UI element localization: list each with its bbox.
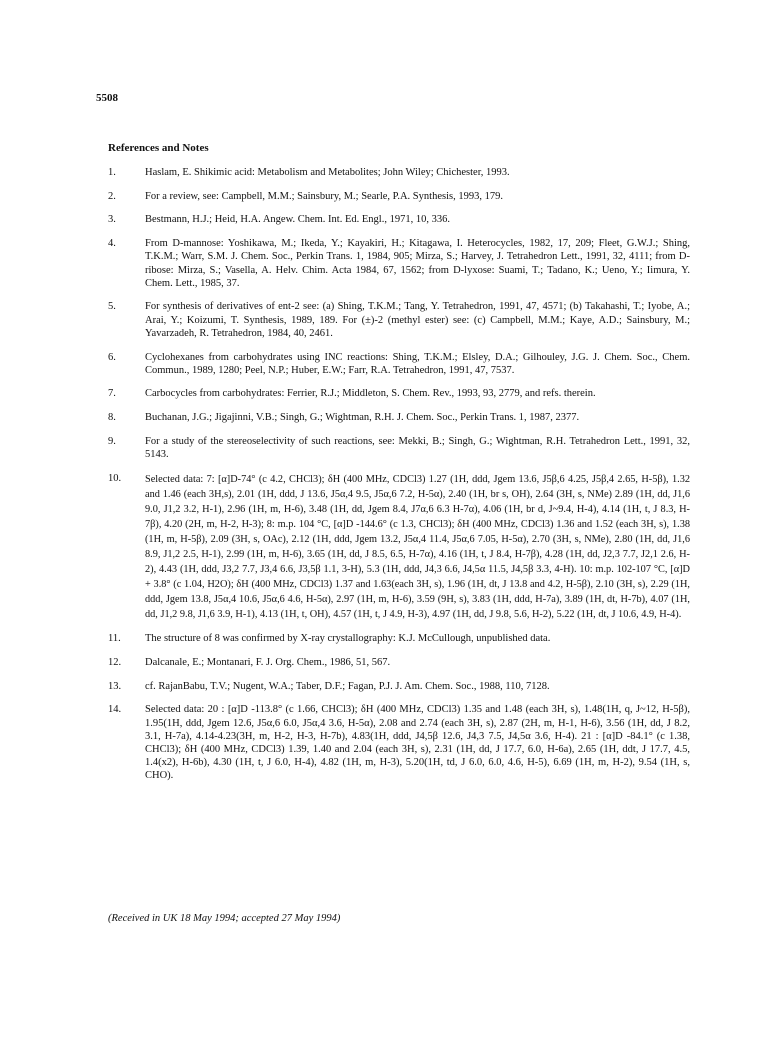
reference-item	[108, 237, 690, 290]
reference-item	[108, 632, 690, 645]
reference-text: From D-mannose: Yoshikawa, M.; Ikeda, Y.; Kayakiri, H.; Kitagawa, I. Heterocycles, 1982, 17, 209; Fleet, G.W.J.; Shing, T.K.M.; Warr, S.M. J. Chem. Soc., Perkin Trans. 1, 1984, 905; Mirza, S.; Harvey, J. Tetrahedron Lett., 1991, 32, 4111; from D-ribose: Mirza, S.; Vasella, A. Helv. Chim. Acta 1984, 67, 1562; from D-lyxose: Suami, T.; Tadano, K.; Ueno, Y.; Iimura, Y. Chem. Lett., 1985, 37.	[145, 238, 690, 289]
reference-number: 6.	[108, 351, 116, 363]
received-date-note: (Received in UK 18 May 1994; accepted 27 May 1994)	[108, 913, 341, 924]
reference-item	[108, 213, 690, 226]
reference-number: 14.	[108, 704, 122, 716]
reference-number: 2.	[108, 190, 116, 202]
reference-number: 10.	[108, 472, 122, 484]
reference-number: 11.	[108, 633, 121, 645]
reference-text: Haslam, E. Shikimic acid: Metabolism and Metabolites; John Wiley; Chichester, 1993.	[145, 167, 510, 178]
reference-item	[108, 300, 690, 340]
reference-number: 12.	[108, 656, 122, 668]
reference-item	[108, 703, 690, 782]
reference-number: 7.	[108, 388, 116, 400]
reference-number: 3.	[108, 214, 116, 226]
reference-list	[108, 166, 690, 793]
reference-item	[108, 387, 690, 400]
reference-number: 8.	[108, 412, 116, 424]
reference-item	[108, 411, 690, 424]
reference-text: Buchanan, J.G.; Jigajinni, V.B.; Singh, G.; Wightman, R.H. J. Chem. Soc., Perkin Trans. 1, 1987, 2377.	[145, 412, 580, 424]
reference-text: Selected data: 20 : [α]D -113.8° (c 1.66, CHCl3); δH (400 MHz, CDCl3) 1.35 and 1.48 (each 3H, s), 1.48(1H, q, J~12, H-5β), 1.95(1H, ddd, Jgem 12.6, J5α,6 6.0, J5α,4 3.6, H-5α), 2.08 and 2.74 (each 3H, s), 2.87 (2H, m, H-1, H-6), 3.56 (1H, dd, J 8.2, 3.1, H-7a), 4.14-4.23(3H, m, H-2, H-3, H-7b), 4.83(1H, ddd, J4,5β 12.6, J4,3 7.5, J4,5α 3.6, H-4). 21 : [α]D -84.1° (c 1.38, CHCl3); δH (400 MHz, CDCl3) 1.39, 1.40 and 2.04 (each 3H, s), 2.31 (1H, dd, J 17.7, 6.0, H-6a), 2.65 (1H, ddt, J 17.7, 4.5, 1.4(x2), H-6b), 4.30 (1H, t, J 6.0, H-4), 4.82 (1H, m, H-3), 5.20(1H, td, J 6.0, 6.0, 4.6, H-5), 6.69 (1H, m, H-2), 9.54 (1H, s, CHO).	[145, 704, 690, 782]
reference-number: 1.	[108, 167, 116, 178]
reference-text: Cyclohexanes from carbohydrates using INC reactions: Shing, T.K.M.; Elsley, D.A.; Gilhouley, J.G. J. Chem. Soc., Chem. Commun., 1989, 1280; Peel, N.P.; Huber, E.W.; Farr, R.A. Tetrahedron, 1991, 47, 7537.	[145, 351, 690, 376]
reference-item	[108, 472, 690, 622]
reference-item	[108, 656, 690, 669]
reference-text: Dalcanale, E.; Montanari, F. J. Org. Chem., 1986, 51, 567.	[145, 656, 391, 668]
reference-number: 9.	[108, 435, 116, 447]
reference-text: The structure of 8 was confirmed by X-ray crystallography: K.J. McCullough, unpublished data.	[145, 633, 551, 645]
reference-number: 4.	[108, 238, 116, 250]
reference-text: Bestmann, H.J.; Heid, H.A. Angew. Chem. Int. Ed. Engl., 1971, 10, 336.	[145, 214, 450, 226]
reference-item	[108, 190, 690, 203]
reference-text: For a study of the stereoselectivity of such reactions, see: Mekki, B.; Singh, G.; Wightman, R.H. Tetrahedron Lett., 1991, 32, 5143.	[145, 435, 690, 461]
reference-number: 5.	[108, 301, 116, 313]
reference-text: For synthesis of derivatives of ent-2 see: (a) Shing, T.K.M.; Tang, Y. Tetrahedron, 1991, 47, 4571; (b) Takahashi, T.; Iyobe, A.; Arai, Y.; Koizumi, T. Synthesis, 1989, 189. For (±)-2 (methyl ester) see: (c) Campbell, M.M.; Kaye, A.D.; Sainsbury, M.; Yavarzadeh, R. Tetrahedron, 1984, 40, 2461.	[145, 301, 690, 339]
page-number: 5508	[96, 92, 118, 104]
reference-text: Carbocycles from carbohydrates: Ferrier, R.J.; Middleton, S. Chem. Rev., 1993, 93, 2779, and refs. therein.	[145, 388, 596, 400]
reference-text: Selected data: 7: [α]D-74° (c 4.2, CHCl3); δH (400 MHz, CDCl3) 1.27 (1H, ddd, Jgem 13.6, J5β,6 4.25, J5β,4 2.65, H-5β), 1.32 and 1.46 (each 3H,s), 2.01 (1H, ddd, J 13.6, J5α,4 9.5, J5α,6 7.2, H-5α), 2.40 (1H, br s, OH), 2.64 (3H, s, NMe) 2.89 (1H, dd, J1,6 9.0, J1,2 3.2, H-1), 2.96 (1H, m, H-6), 3.48 (1H, dd, Jgem 8.4, J7α,6 6.3 H-7α), 4.06 (1H, br d, J~9.4, H-4), 4.14 (1H, t, J 8.3, H-7β), 4.20 (2H, m, H-2, H-3); 8: m.p. 104 °C, [α]D -144.6° (c 1.3, CHCl3); δH (400 MHz, CDCl3) 1.36 and 1.52 (each 3H, s), 1.38 (1H, m, H-5β), 2.09 (3H, s, OAc), 2.12 (1H, ddd, Jgem 13.2, J5α,4 11.4, J5α,6 7.05, H-5α), 2.70 (3H, s, NMe), 2.80 (1H, dd, J1,6 8.9, J1,2 2.5, H-1), 2.99 (1H, m, H-6), 3.65 (1H, dd, J 8.5, 6.5, H-7α), 4.16 (1H, t, J 8.4, H-7β), 4.28 (1H, dd, J2,3 7.7, J2,1 2.6, H-2), 4.43 (1H, ddd, J3,2 7.7, J3,4 6.6, J3,5β 1.1, 3-H), 5.3 (1H, ddd, J4,3 6.6, J4,5α 11.5, J4,5β 3.3, 4-H). 10: m.p. 102-107 °C, [α]D + 3.8° (c 1.04, H2O); δH (400 MHz, CDCl3) 1.37 and 1.63(each 3H, s), 1.96 (1H, dt, J 13.8 and 4.2, H-5β), 2.10 (3H, s), 2.29 (1H, ddd, Jgem 13.8, J5α,4 10.6, J5α,6 4.6, H-5α), 2.97 (1H, m, H-6), 3.59 (9H, s), 3.83 (1H, ddd, H-7a), 3.89 (1H, dt, H-7b), 4.07 (1H, dd, J1,2 9.8, J1,6 3.9, H-1), 4.13 (1H, t, OH), 4.57 (1H, t, J 4.9, H-3), 4.97 (1H, dd, J 9.8, 5.6, H-2), 5.22 (1H, dt, J 10.6, 4.9, H-4).	[145, 473, 690, 620]
reference-text: cf. RajanBabu, T.V.; Nugent, W.A.; Taber, D.F.; Fagan, P.J. J. Am. Chem. Soc., 1988, 110, 7128.	[145, 680, 550, 692]
reference-item	[108, 435, 690, 461]
reference-item	[108, 351, 690, 377]
reference-number: 13.	[108, 680, 122, 692]
reference-text: For a review, see: Campbell, M.M.; Sainsbury, M.; Searle, P.A. Synthesis, 1993, 179.	[145, 190, 503, 202]
reference-item	[108, 680, 690, 693]
section-heading: References and Notes	[108, 142, 209, 154]
reference-item	[108, 166, 690, 179]
